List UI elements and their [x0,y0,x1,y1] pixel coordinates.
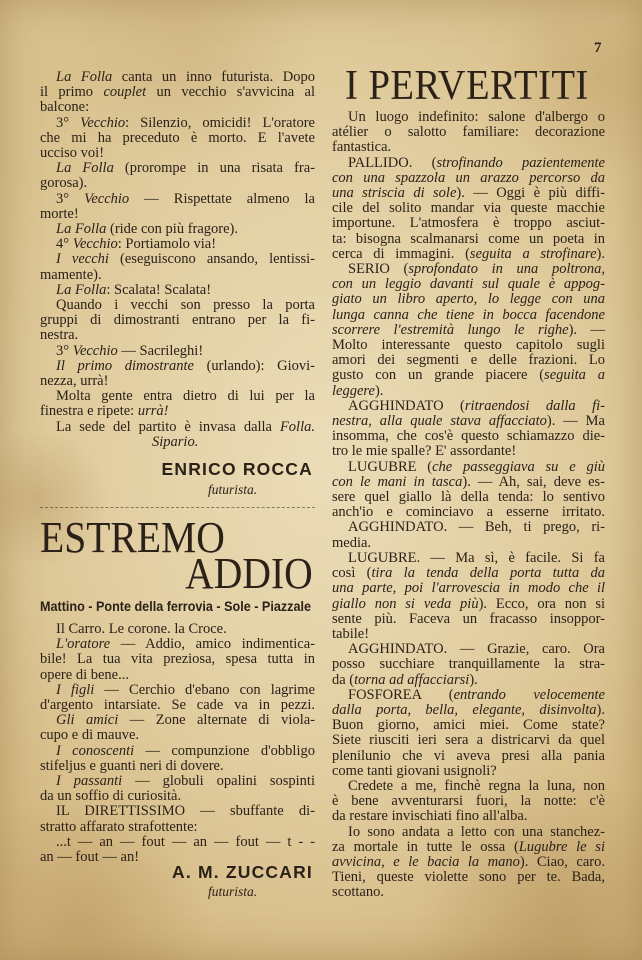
text-line [332,779,605,794]
text: canta un inno futurista. Dopo [112,69,315,85]
text: ...t — an — fout — an — fout — t - - [56,833,315,850]
text: bile! La tua vita preziosa, spesa tutta in [40,651,315,668]
paragraph [40,713,315,743]
text: ta: bisogna scalmanarsi come un poeta in [332,230,605,247]
italic-text: couplet [103,84,147,101]
text: (urlando): Giovi- [193,357,315,374]
text-line [40,328,315,343]
text-line [332,399,605,414]
text: tabile! [332,625,370,642]
text-line [332,551,605,566]
text: fantastica. [332,139,392,156]
italic-text: La Folla [56,221,107,238]
pervertiti-column [332,110,605,901]
paragraph [332,520,605,550]
italic-text: strofinando pazientemente [436,154,605,171]
text: posso succhiare tranquillamente la stra- [332,656,605,673]
text-line [40,698,315,713]
scene-setting: Mattino - Ponte della ferrovia - Sole - Piazzale [40,598,311,614]
paragraph [332,460,605,521]
text: La sede del partito è invasa dalla [56,418,280,435]
text-line [332,733,605,748]
scene-ending-column [40,70,315,450]
text-line [332,460,605,475]
text: ). — [568,321,605,338]
italic-text: urrà! [137,403,169,420]
text-line [40,637,315,652]
italic-text: seguita a strofinare [469,245,597,262]
text: da un soffio di curiosità. [40,788,182,805]
text: Buon giorno, amici miei. Come state? [332,717,605,734]
text: FOSFOREA ( [348,686,454,703]
italic-text: con le mani in tasca [332,473,463,490]
text-line [40,70,315,85]
paragraph [40,283,315,298]
text: Credete a me, finchè regna la luna, non [348,777,605,794]
text: che mi ha preceduto è morto. E l'avete [40,129,315,146]
text-line [332,110,605,125]
text: finestra e ripete: [40,403,138,420]
text: 4° [56,236,73,253]
text-line [332,338,605,353]
estremo-addio-text [40,622,315,865]
scene-ending-text [40,70,315,435]
text-line [332,308,605,323]
text: Io sono andata a letto con una stanchez- [348,823,605,840]
text-line [332,885,605,900]
text-line [332,156,605,171]
text: ). Ecco, ora non si [478,595,605,612]
text: plenilunio che vi aveva presi alla pania [332,747,605,764]
text-line [332,216,605,231]
text: : Portiamolo via! [117,236,217,253]
text-line [40,728,315,743]
text: — compunzione d'obbligo [134,742,315,759]
text-line [332,520,605,535]
curtain-cue: Sipario. [152,433,199,450]
paragraph [40,683,315,713]
paragraph [332,825,605,901]
text-line [332,627,605,642]
italic-text: I conoscenti [56,742,135,759]
text-line [332,688,605,703]
paragraph [332,262,605,399]
text-line [40,652,315,667]
text: mamente). [40,266,102,283]
text: amori dei segmenti e delle frazioni. Lo [332,352,605,369]
italic-text: I vecchi [56,251,109,268]
text: Tieni, queste violette sono per te. Bada, [332,869,605,886]
text: ). [469,671,478,688]
text-line [40,131,315,146]
paragraph [40,222,315,237]
author-note-zuccari: futurista. [208,884,258,899]
text-line [40,420,315,435]
text: (ride con più fragore). [106,221,239,238]
text: nestra. [40,327,79,344]
italic-text: Vecchio [72,342,118,359]
text-line [332,642,605,657]
text-line [40,668,315,683]
page-number: 7 [594,40,602,56]
italic-text: dalla porta, bella, elegante, disinvolta [332,701,597,718]
text-line [332,840,605,855]
paragraph [40,622,315,637]
paragraph [40,70,315,116]
text-line [332,247,605,262]
paragraph [40,359,315,389]
paragraph [40,161,315,191]
text-line [40,85,315,100]
italic-text: Vecchio [84,190,130,207]
text: da ( [332,671,355,688]
text: Molto interessante questo capitolo sugli [332,337,605,354]
text-line [332,870,605,885]
text-line [332,140,605,155]
text-line [332,171,605,186]
text-line [332,536,605,551]
text: — Rispettate almeno la [129,190,315,207]
text: — Zone alternate di viola- [118,712,315,729]
text-line [332,490,605,505]
italic-text: giallo non si veda più [332,595,479,612]
text-line [332,414,605,429]
text-line [40,820,315,835]
italic-text: leggere [332,382,375,399]
play-title-pervertiti: I PERVERTITI [345,63,589,109]
text: SERIO ( [348,261,409,278]
italic-text: tira la tenda della porta tutta da [371,565,605,582]
paragraph [40,344,315,359]
text-line [332,475,605,490]
text-line [332,262,605,277]
text: AGGHINDATO ( [348,397,465,414]
text: Siete riusciti ieri sera a districarvi da quel [332,732,605,749]
text-line [40,759,315,774]
text-line [40,252,315,267]
text-line [40,713,315,728]
italic-text: seguita a [544,367,605,384]
italic-text: Il primo dimostrante [56,357,194,374]
text: ucciso voi! [40,145,105,162]
estremo-addio-column [40,622,315,865]
text: stratto affarato strafottente: [40,818,198,835]
paragraph [40,420,315,435]
text-line [332,657,605,672]
text: opere di bene... [40,666,129,683]
paragraph [40,804,315,834]
text: importune. L'atmosfera è troppo asciut- [332,215,605,232]
text: come tanti giovani usignoli? [332,762,497,779]
text-line [40,359,315,374]
text: il primo [40,84,104,101]
text: LUGUBRE. — Ma sì, è facile. Si fa [348,549,605,566]
text: : Silenzio, omicidi! L'oratore [125,114,315,131]
text-line [332,566,605,581]
paragraph [40,298,315,344]
paragraph [40,637,315,683]
text: Un luogo indefinito: salone d'albergo o [348,109,605,125]
text-line [40,344,315,359]
text-line [332,809,605,824]
text: sere quel giallo là della tenda: lo sentivo [332,489,605,506]
text: LUGUBRE ( [348,458,433,475]
text: (prorompe in una risata fra- [113,160,315,177]
text: IL DIRETTISSIMO — sbuffante di- [56,803,315,820]
text: cerca di immagini. ( [332,245,470,262]
text: ). [596,245,606,262]
text: sente più. Faceva un fracasso insoppor- [332,610,605,627]
text: gorosa). [40,175,88,192]
text: 3° [56,190,85,207]
text: cupo e di mauve. [40,727,140,744]
paragraph [332,642,605,688]
italic-text: I figli [56,681,95,698]
text-line [332,581,605,596]
text: media. [332,534,372,551]
italic-text: nestra, alla quale stava affacciato [332,413,547,430]
author-signature-zuccari: A. M. ZUCCARI [171,862,313,882]
text: Quando i vecchi son presso la porta [56,297,315,314]
paragraph [332,688,605,779]
text-line [332,794,605,809]
text-line [40,835,315,850]
text: Molta gente entra dietro di lui per la [56,388,315,405]
text-line [332,825,605,840]
text: PALLIDO. ( [348,154,437,171]
italic-text: L'oratore [56,636,111,653]
text: ). [374,382,384,399]
text-line [332,232,605,247]
pervertiti-text [332,110,605,901]
text: nezza, urrà! [40,373,109,390]
text: ). — Oggi è più diffi- [456,185,605,202]
text-line [40,683,315,698]
play-title-line-1: ESTREMO [40,513,225,562]
text: Il Carro. Le corone. la Croce. [56,621,227,637]
text: è bene avventurarsi fuori, la notte: c'è [332,793,605,810]
text-line [332,277,605,292]
italic-text: Vecchio [72,236,118,253]
text-line [40,774,315,789]
text-line [40,100,315,115]
text: AGGHINDATO. — Grazie, caro. Ora [348,641,605,658]
text: stifeljus e guanti neri di dovere. [40,757,224,774]
text-line [332,323,605,338]
text: (eseguiscono ansando, lentissi- [108,251,315,268]
text-line [40,374,315,389]
text: atélier o salotto familiare: decorazione [332,124,605,141]
text: — Cerchio d'ebano con lagrime [94,681,315,698]
text: : Scalata! Scalata! [106,281,212,298]
italic-text: Vecchio [80,114,126,131]
text-line [332,186,605,201]
text-line [40,283,315,298]
paragraph [40,835,315,865]
paragraph [40,744,315,774]
text-line [332,125,605,140]
text-line [332,612,605,627]
text: un vecchio s'avvicina al [146,84,316,101]
text-line [40,207,315,222]
text: — Addio, amico indimentica- [110,636,315,653]
text: morte! [40,205,79,222]
italic-text: La Folla [56,160,114,177]
text-line [40,237,315,252]
text-line [332,353,605,368]
text-line [332,201,605,216]
italic-text: scorrere l'estremità lungo le righe [332,321,569,338]
text-line [40,161,315,176]
italic-text: giato un libro aperto, lo legge con una [332,291,605,308]
italic-text: lunga canna che tiene in bocca facendone [332,306,605,323]
section-divider [40,507,315,508]
play-title-line-2: ADDIO [185,549,313,598]
paragraph [332,779,605,825]
italic-text: entrando velocemente [453,686,605,703]
paragraph [40,237,315,252]
italic-text: La Folla [56,281,107,298]
paragraph [332,110,605,156]
text-line [40,176,315,191]
text-line [40,146,315,161]
text: ). — Ah, sai, deve es- [462,473,605,490]
text-line [332,444,605,459]
text: 3° [56,114,81,131]
italic-text: I passanti [56,773,123,790]
text-line [40,268,315,283]
text: ). [596,701,605,718]
text-line [332,384,605,399]
text-line [40,404,315,419]
italic-text: Gli amici [56,712,119,729]
italic-text: con un leggio davanti sul quale è appog- [332,276,605,293]
italic-text: sprofondato in una poltrona, [408,261,605,278]
text: insomma, che cos'è questo schiamazzo die- [332,428,605,445]
paragraph [40,774,315,804]
text: za mortale in tutte le ossa ( [332,838,519,855]
text: — globuli opalini sospinti [122,773,315,790]
italic-text: con una spazzola un arazzo percorso da [332,169,605,186]
text-line [40,389,315,404]
author-note-rocca: futurista. [208,482,258,497]
author-signature-rocca: ENRICO ROCCA [161,459,313,479]
text: anch'io e cominciavo a esserne irritato. [332,504,605,521]
italic-text: che passeggiava su e giù [432,458,605,475]
text-line [332,749,605,764]
text-line [332,429,605,444]
text: balcone: [40,99,90,116]
paragraph [332,551,605,642]
paragraph [40,252,315,282]
text: d'argento intarsiate. Se cade va in pezzi. [40,697,315,714]
text-line [332,718,605,733]
text: da restare invischiati fino all'alba. [332,808,528,825]
text: tro le mie spalle? E' assordante! [332,443,517,460]
text-line [40,789,315,804]
text-line [40,192,315,207]
paragraph [40,116,315,162]
italic-text: torna ad affacciarsi [354,671,470,688]
text-line [332,673,605,688]
italic-text: Folla. [279,418,315,435]
text-line [40,622,315,637]
text-line [332,292,605,307]
text: — Sacrileghi! [117,342,204,359]
paragraph [40,389,315,419]
text-line [40,298,315,313]
italic-text: Lugubre le si [518,838,605,855]
text: gruppi di dimostranti entrano per la fi- [40,312,315,329]
text-line [40,222,315,237]
italic-text: La Folla [56,69,113,85]
italic-text: una striscia di sole [332,185,457,202]
italic-text: una parte, poi l'arrovescia in modo che il [332,580,605,597]
italic-text: ritraendosi dalla fi- [464,397,605,414]
text-line [40,744,315,759]
text: AGGHINDATO. — Beh, ti prego, ri- [348,519,605,536]
text-line [332,764,605,779]
text: così ( [332,565,372,582]
text-line [332,368,605,383]
text: scottano. [332,884,384,901]
paragraph [332,156,605,262]
text: cile del solito mandar via queste macchie [332,200,605,217]
text-line [332,505,605,520]
italic-text: avvicina, e le bacia la mano [332,853,520,870]
text-line [332,703,605,718]
text: ). Ciao, caro. [519,853,605,870]
text-line [40,116,315,131]
text: gusto con un grande piacere ( [332,367,545,384]
text: 3° [56,342,73,359]
text-line [332,855,605,870]
paragraph [332,399,605,460]
text: an — fout — an! [40,849,140,866]
text-line [40,804,315,819]
text: ). — Ma [546,413,605,430]
text-line [332,597,605,612]
paragraph [40,192,315,222]
text-line [40,313,315,328]
